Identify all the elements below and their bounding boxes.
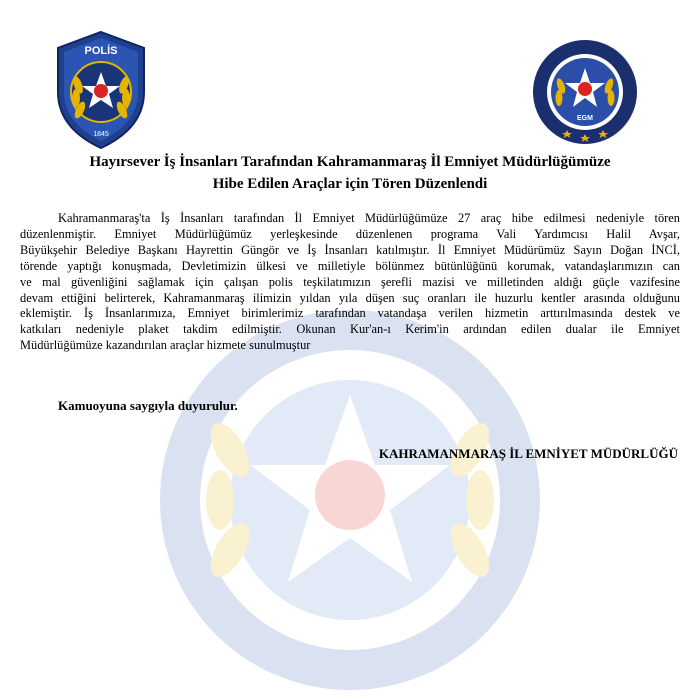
- press-release-title: [0, 151, 700, 195]
- body-line: ve mal güvenliğini sağlamak için çalışan polis teşkilatımızın şerefli mazisi ve milletinden aldığı güçle vazifesine: [20, 274, 680, 289]
- svg-text:POLİS: POLİS: [84, 45, 118, 57]
- police-badge-watermark-icon: [150, 300, 550, 700]
- svg-text:EGM: EGM: [577, 115, 593, 122]
- title-line-1: Hayırsever İş İnsanları Tarafından Kahramanmaraş İl Emniyet Müdürlüğümüze: [89, 154, 611, 170]
- svg-text:1845: 1845: [93, 131, 109, 138]
- body-line: katkıları nedeniyle plaket takdim edilmiştir. Okunan Kur'an-ı Kerim'in ardından edilen dualar ile Emniyet: [20, 322, 680, 337]
- police-badge-icon: [52, 30, 150, 150]
- closing-statement: Kamuoyuna saygıyla duyurulur.: [58, 398, 238, 413]
- body-line: Kahramanmaraş'ta İş İnsanları tarafından İl Emniyet Müdürlüğümüze 27 araç hibe edilmesi nedeniyle tören: [58, 211, 680, 225]
- body-line: düzenlenmiştir. Emniyet Müdürlüğümüz yerleşkesinde düzenlenen programa Vali Yardımcısı Halil Avşar,: [20, 226, 680, 241]
- body-line: devam ettiğini belirterek, Kahramanmaraş ilimizin yıldan yıla düşen suç oranları ile huzurlu kentler arasında olduğunu: [20, 290, 680, 305]
- title-line-2: Hibe Edilen Araçlar için Tören Düzenlendi: [212, 176, 488, 192]
- body-line: törende yaptığı konuşmada, Devletimizin ülkesi ve milletiyle bölünmez bütünlüğünü korumak, vatandaşlarımızın can: [20, 258, 680, 273]
- provincial-police-seal-icon: [527, 38, 643, 146]
- press-release-body: [20, 211, 680, 354]
- body-line: eklemiştir. İş İnsanlarımıza, Emniyet birimlerimiz tarafından vatandaşa verilen hizmetin arttırılmasında destek ve: [20, 306, 680, 321]
- body-line: Müdürlüğümüze kazandırılan araçlar hizmete sunulmuştur: [20, 338, 311, 353]
- signature-authority: KAHRAMANMARAŞ İL EMNİYET MÜDÜRLÜĞÜ: [378, 446, 678, 461]
- body-line: Büyükşehir Belediye Başkanı Hayrettin Güngör ve İş İnsanları katılmıştır. İl Emniyet Müdürümüz Sayın Doğan İNCİ,: [20, 242, 680, 257]
